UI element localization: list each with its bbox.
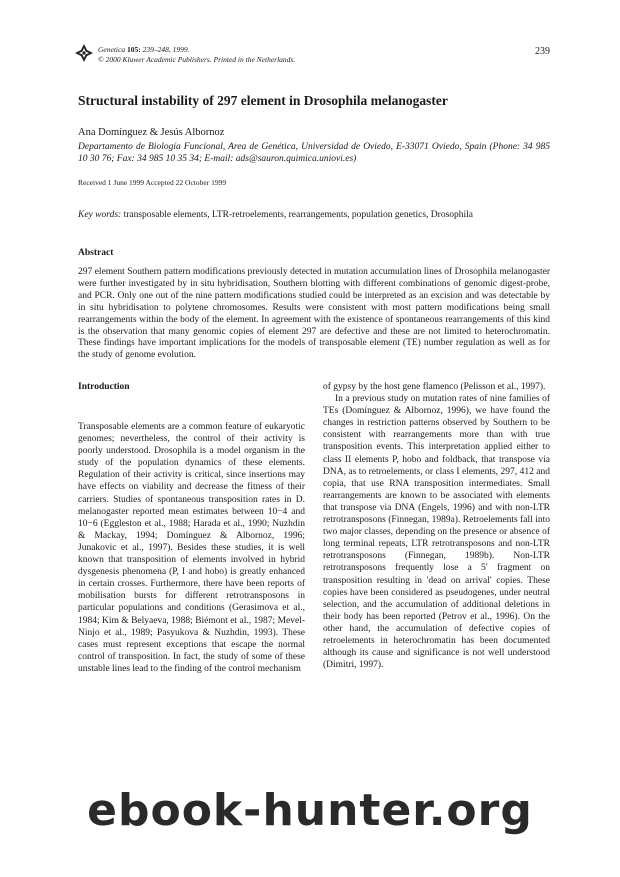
introduction-heading: Introduction (78, 382, 130, 392)
journal-name: Genetica (98, 45, 126, 54)
intro-paragraph-1: Transposable elements are a common feature of eukaryotic genomes; nevertheless, the control of their activity is poorly understood. Drosophila is a model organism in the study of the population dynamics of these elements. Regulation of their activity is critical, since insertions may have effects on viability and decrease the fitness of their carriers. Studies of spontaneous transposition rates in D. melanogaster reported mean estimates between 10−4 and 10−6 (Eggleston et al., 1988; Harada et al., 1990; Nuzhdin & Mackay, 1994; Domínguez & Albornoz, 1996; Junakovic et al., 1997). Besides these studies, it is well known that transposition of elements involved in hybrid dysgenesis phenomena (P, I and hobo) is greatly enhanced in certain crosses. Furthermore, there have been reports of mobilisation bursts for different retrotransposons in particular populations and conditions (Gerasimova et al., 1984; Kim & Belyaeva, 1988; Biémont et al., 1987; Mevel-Ninjo et al., 1989; Pasyukova & Nuzhdin, 1993). These cases must represent exceptions that escape the normal control of transposition. In fact, the study of some of these unstable lines lead to the finding of the control mechanism (78, 422, 305, 674)
intro-paragraph-1-continued: of gypsy by the host gene flamenco (Pelisson et al., 1997). (323, 382, 546, 392)
keywords-label: Key words: (78, 210, 122, 220)
received-dates: Received 1 June 1999 Accepted 22 October 1999 (78, 178, 227, 187)
article-authors: Ana Domínguez & Jesús Albornoz (78, 127, 225, 138)
keywords-line (78, 210, 473, 220)
intro-paragraph-2: In a previous study on mutation rates of nine families of TEs (Domínguez & Albornoz, 1996), we have found the changes in restriction patterns observed by Southern to be consistent with rearrangements more than with true transposition events. This interpretation applied either to class II elements P, hobo and foldback, that transpose via DNA, as to retroelements, or class I elements, 297, 412 and copia, that use RNA transposition intermediates. Small rearrangements are known to be associated with elements that transpose via DNA (Engels, 1996) and with non-LTR retrotransposons (Finnegan, 1989a). Retroelements fall into two major classes, depending on the presence or absence of long terminal repeats, LTR retrotransposons and non-LTR retrotransposons (Finnegan, 1989b). Non-LTR retrotransposons frequently lose a 5′ fragment on transposition resulting in 'dead on arrival' copies. These copies have been considered as pseudogenes, under neutral selection, and the accumulation of additional deletions in their body has been reported (Petrov et al., 1996). On the other hand, the accumulation of defective copies of retroelements in heterochromatin has been documented although its cause and significance is not well understood (Dimitri, 1997). (323, 394, 550, 671)
page-number: 239 (535, 46, 550, 57)
journal-citation (98, 45, 295, 64)
keywords-list: transposable elements, LTR-retroelements, rearrangements, population genetics, Drosophila (123, 210, 474, 220)
body-column-left (78, 421, 305, 675)
abstract-text: 297 element Southern pattern modifications previously detected in mutation accumulation lines of Drosophila melanogaster were further investigated by in situ hybridisation, Southern blotting with different combinations of genomic digest-probe, and PCR. Only one out of the nine pattern modifications studied could be interpreted as an excision and was detectable by in situ hybridisation to polytene chromosomes. Results were consistent with most pattern modifications being small rearrangements within the body of the element. In agreement with the existence of spontaneous rearrangements of this kind is the observation that many genomic copies of element 297 are defective and these are not limited to heterochromatin. These findings have important implications for the models of transposable element (TE) number regulation as well as for the study of genome evolution. (78, 267, 550, 361)
body-column-right (323, 381, 550, 671)
journal-pages: 239–248, 1999. (142, 45, 190, 54)
article-title: Structural instability of 297 element in Drosophila melanogaster (78, 93, 448, 108)
abstract-heading: Abstract (78, 248, 114, 258)
watermark-text: ebook-hunter.org (87, 785, 533, 836)
journal-volume: 105: (126, 45, 141, 54)
copyright-line: © 2000 Kluwer Academic Publishers. Printed in the Netherlands. (98, 54, 296, 64)
kluwer-logo-icon (74, 43, 94, 63)
author-affiliation: Departamento de Biología Funcional, Area de Genética, Universidad de Oviedo, E-33071 Oviedo, Spain (Phone: 34 985 10 30 76; Fax: 34 985 10 35 34; E-mail: ads@sauron.quimica.uniovi.es) (78, 142, 550, 164)
